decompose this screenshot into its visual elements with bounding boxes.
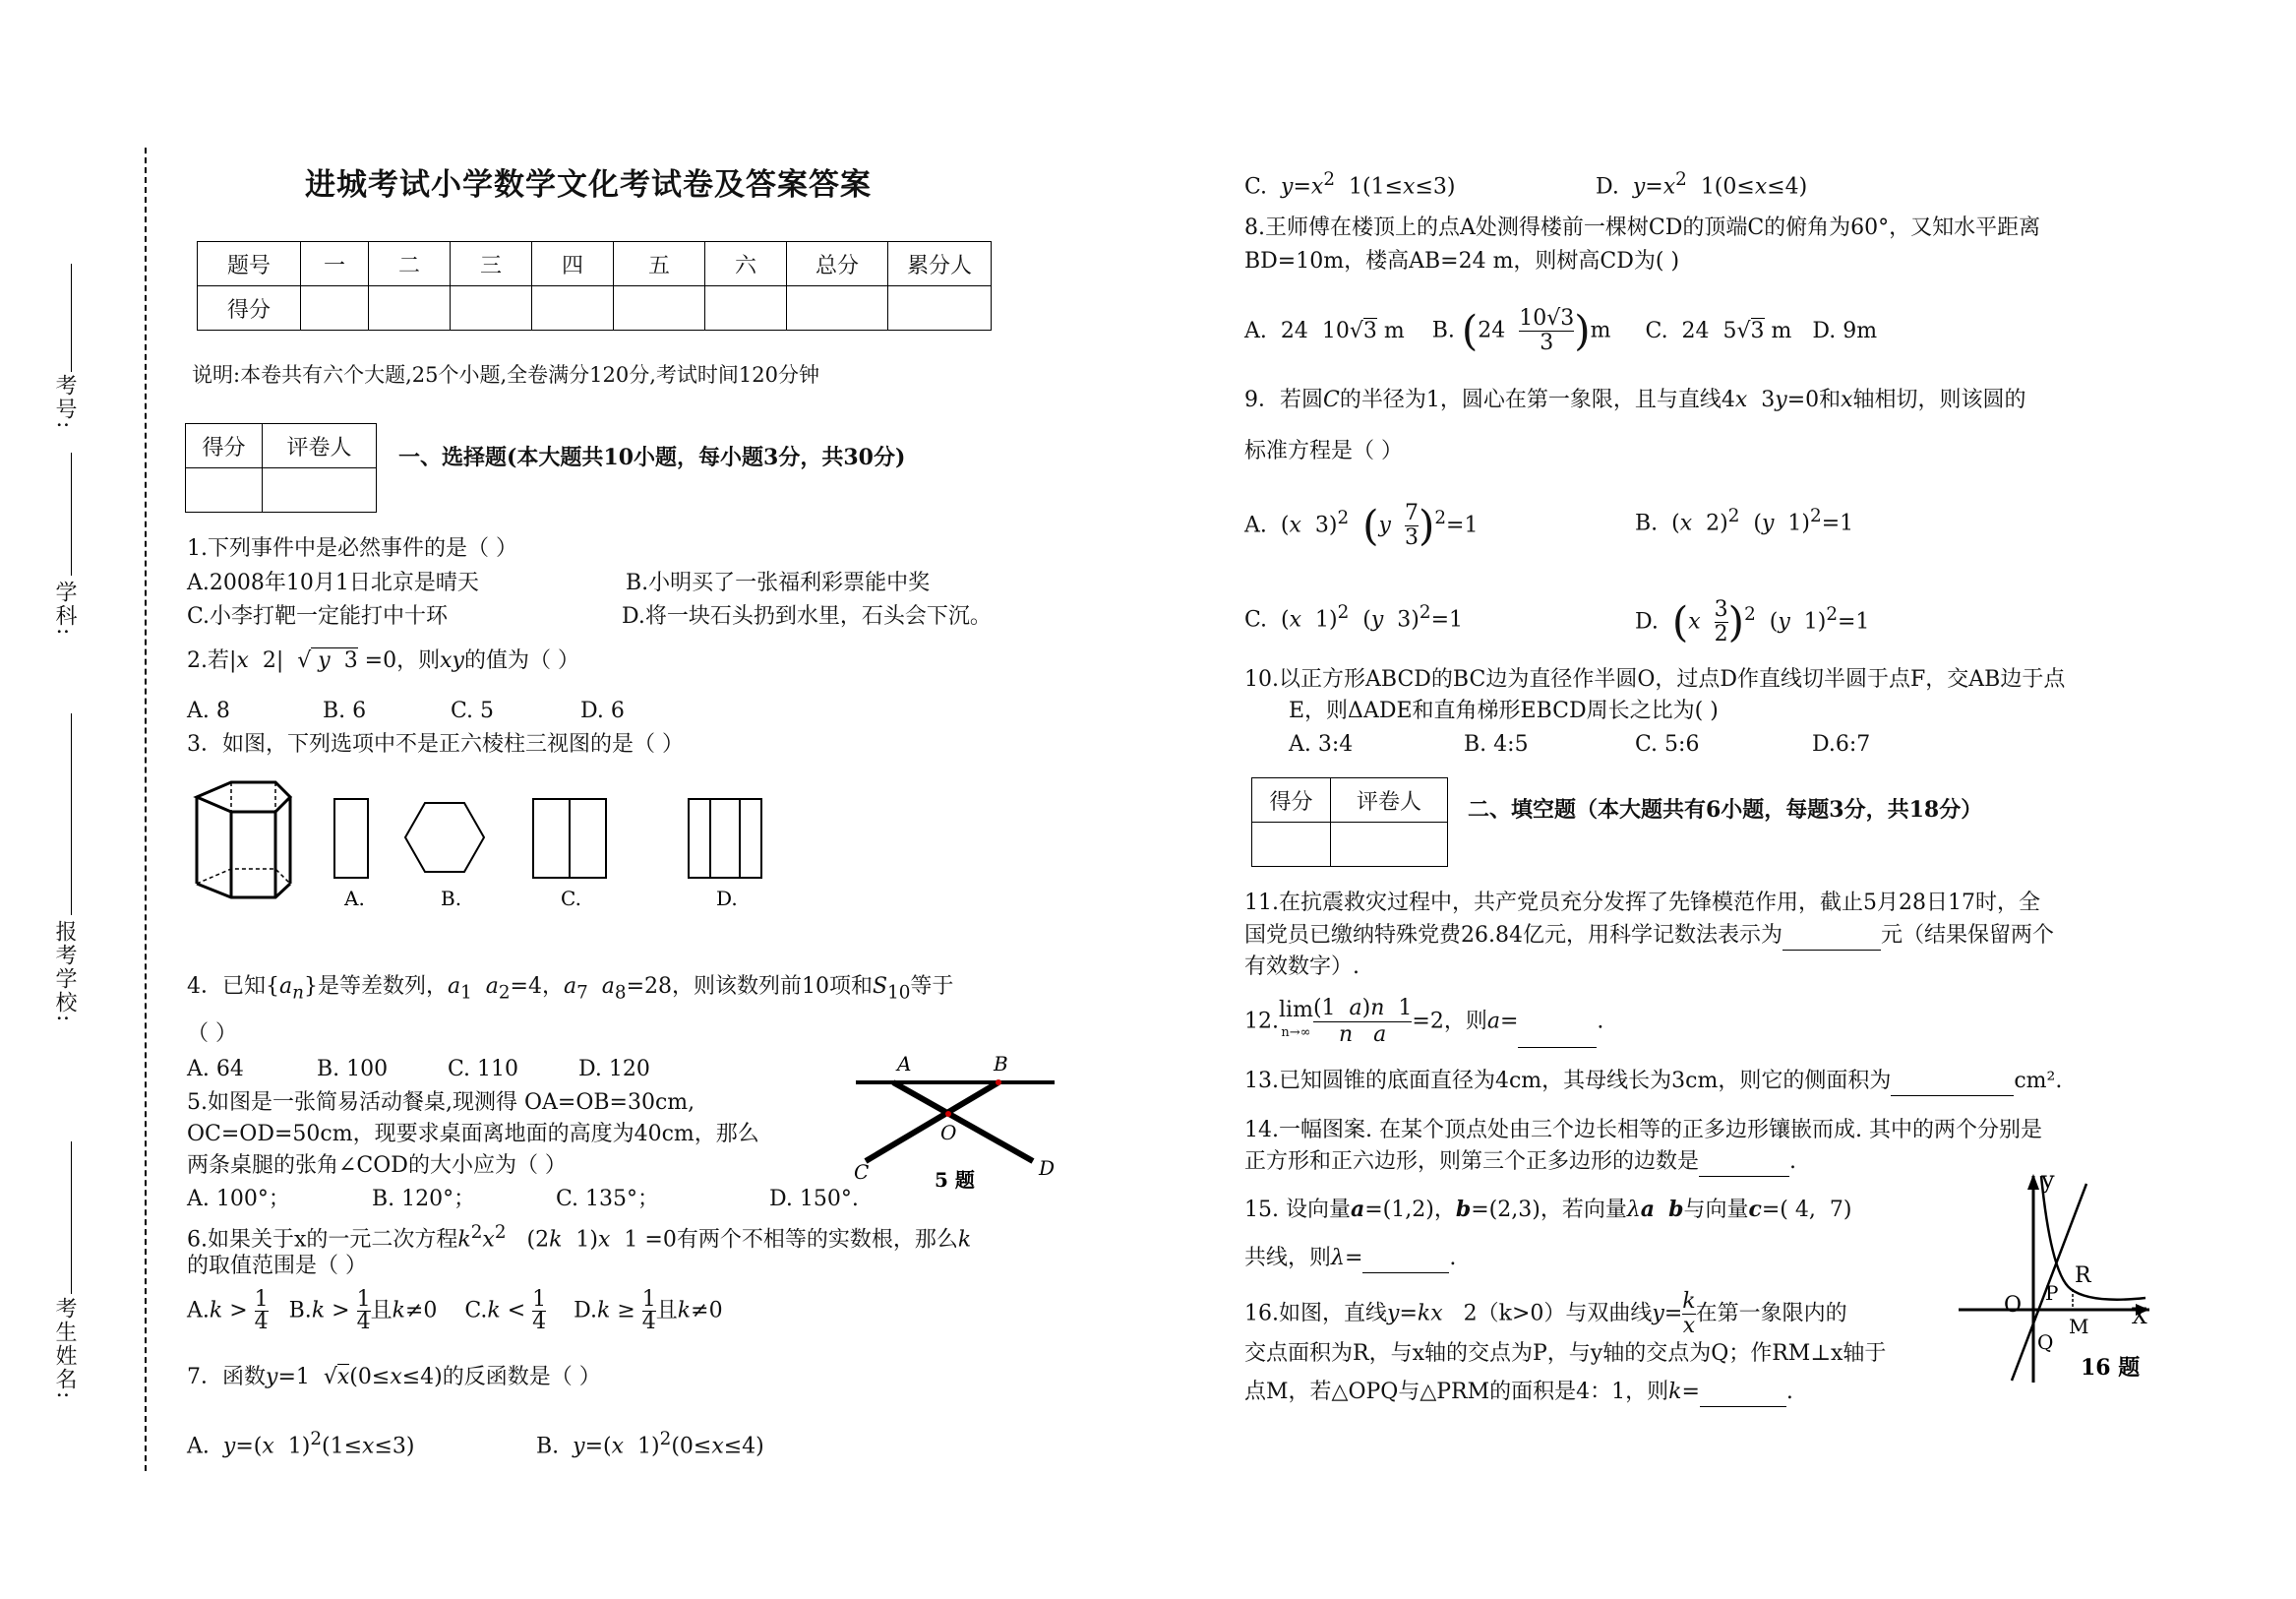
- q4-paren: （ ）: [187, 1021, 237, 1046]
- exam-number-label: 考号:: [52, 374, 77, 431]
- q14-line2: 正方形和正六边形，则第三个正多边形的边数是 .: [1244, 1147, 1796, 1177]
- grader-score-label: 得分: [1252, 778, 1331, 823]
- q2-var: xy: [440, 648, 464, 673]
- subject-line[interactable]: [71, 453, 72, 576]
- subject-label: 学科:: [52, 581, 77, 638]
- q9-line1: 9．若圆C的半径为1，圆心在第一象限，且与直线4x 3y=0和x轴相切，则该圆的: [1244, 388, 2026, 412]
- q11-line2: 国党员已缴纳特殊党费26.84亿元，用科学记数法表示为 元（结果保留两个: [1244, 921, 2054, 951]
- exam-number-line[interactable]: [71, 264, 72, 372]
- q5-line3: 两条桌腿的张角∠COD的大小应为（ ）: [187, 1153, 567, 1178]
- q5-label-c: C: [854, 1160, 870, 1184]
- view-c: [533, 799, 606, 878]
- q4-stem: 4．已知$\{a_n\}$是等差数列，$a_1$ $a_2=4$，$a_7$ $a_8=28$，则该数列前10项和$S_{10}$等于: [187, 974, 954, 1004]
- grader-score-label: 得分: [186, 424, 263, 468]
- q16-label-r: R: [2075, 1263, 2091, 1288]
- score-table: [197, 241, 992, 331]
- q15-line1: 15. 设向量a=(1,2)，b=(2,3)，若向量λa b与向量c=( 4, 7): [1244, 1197, 1852, 1222]
- q9-option-d[interactable]: D. (x $\frac{3}{2}$ )$^2$ (y 1)$^2$=1: [1635, 597, 1870, 646]
- view-a: [334, 799, 368, 878]
- q16-label-o: O: [2004, 1293, 2023, 1318]
- grader-cell[interactable]: [262, 468, 376, 513]
- grader-label: 评卷人: [1330, 778, 1447, 823]
- q2-mid: ，则: [396, 648, 441, 673]
- q15-answer-blank[interactable]: [1362, 1272, 1449, 1273]
- hexagonal-prism-drawing: [197, 782, 290, 897]
- school-label: 报考学校:: [52, 920, 77, 1024]
- score-table-header-row: [198, 242, 992, 286]
- grader-box-1: [185, 423, 377, 513]
- q5-label-a: A: [897, 1052, 912, 1076]
- q4-option-b[interactable]: B. 100: [317, 1057, 389, 1081]
- header-cell: 题号: [198, 242, 301, 286]
- q6-option-b[interactable]: B.k > $\frac{1}{4}$ 且k≠0: [288, 1287, 438, 1334]
- score-cell[interactable]: [614, 286, 705, 331]
- q2-option-b[interactable]: B. 6: [323, 699, 367, 723]
- q16-line3: 点M，若△OPQ与△PRM的面积是4：1，则k= .: [1244, 1378, 1793, 1407]
- score-cell[interactable]: [301, 286, 369, 331]
- grader-score-cell[interactable]: [186, 468, 263, 513]
- q5-option-b[interactable]: B. 120°；: [372, 1187, 476, 1211]
- grader-label: 评卷人: [262, 424, 376, 468]
- q2-pre: 2.若: [187, 648, 229, 673]
- header-cell: 二: [369, 242, 451, 286]
- view-d: [689, 799, 761, 878]
- q9-option-b[interactable]: B. (x 2)$^2$ (y 1)$^2$=1: [1635, 506, 1854, 536]
- q6-line1: 6.如果关于x的一元二次方程$k^2x^2$ (2k 1)x 1 =0有两个不相等的实数根，那么k: [187, 1222, 972, 1253]
- q5-line1: 5.如图是一张简易活动餐桌,现测得 OA=OB=30cm,: [187, 1090, 695, 1115]
- q8-option-a[interactable]: A. 24 10√3 m: [1244, 318, 1405, 343]
- q4-option-c[interactable]: C. 110: [448, 1057, 519, 1081]
- q8-line1: 8.王师傅在楼顶上的点A处测得楼前一棵树CD的顶端C的俯角为60°，又知水平距离: [1244, 215, 2041, 240]
- q3-stem: 3．如图，下列选项中不是正六棱柱三视图的是（ ）: [187, 732, 684, 757]
- page-title: 进城考试小学数学文化考试卷及答案答案: [305, 167, 872, 203]
- q6-option-c[interactable]: C.k < $\frac{1}{4}$: [464, 1287, 547, 1334]
- q8-line2: BD=10m，楼高AB=24 m，则树高CD为( ): [1244, 249, 1680, 274]
- q4-option-a[interactable]: A. 64: [187, 1057, 244, 1081]
- q3-label-c: C.: [561, 887, 581, 910]
- instructions: 说明:本卷共有六个大题,25个小题,全卷满分120分,考试时间120分钟: [192, 363, 819, 387]
- q13-stem: 13.已知圆锥的底面直径为4cm，其母线长为3cm，则它的侧面积为 cm².: [1244, 1067, 2062, 1096]
- score-cell[interactable]: [532, 286, 614, 331]
- q3-figure: [177, 777, 787, 915]
- header-cell: 四: [532, 242, 614, 286]
- header-cell: 累分人: [888, 242, 992, 286]
- q1-option-a[interactable]: A.2008年10月1日北京是晴天: [187, 571, 479, 595]
- q2-option-c[interactable]: C. 5: [451, 699, 495, 723]
- score-cell[interactable]: [705, 286, 787, 331]
- q16-label-q: Q: [2037, 1330, 2054, 1354]
- q9-option-a[interactable]: A. (x 3)$^2$ (y $\frac{7}{3}$ )$^2$=1: [1244, 501, 1479, 550]
- q3-label-d: D.: [716, 887, 738, 910]
- q11-line1: 11.在抗震救灾过程中，共产党员充分发挥了先锋模范作用，截止5月28日17时，全: [1244, 891, 2040, 915]
- q16-label-x: X: [2132, 1305, 2147, 1329]
- q3-label-b: B.: [441, 887, 462, 910]
- q11-line3: 有效数字）.: [1244, 954, 1359, 979]
- q1-option-c[interactable]: C.小李打靶一定能打中十环: [187, 604, 449, 629]
- q2-post: 的值为（ ）: [463, 648, 579, 673]
- grader-box-2: [1251, 777, 1448, 867]
- q13-answer-blank[interactable]: [1891, 1095, 2014, 1096]
- q8-options: [1244, 307, 1877, 355]
- q10-option-c[interactable]: C. 5:6: [1635, 732, 1700, 757]
- q8-option-b[interactable]: B. (24 $\frac{10√3}{3}$ )m: [1431, 306, 1611, 355]
- q6-options: [187, 1289, 723, 1333]
- q7-stem: 7．函数y=1 √x(0≤x≤4)的反函数是（ ）: [187, 1365, 601, 1389]
- q16-figure: [1953, 1166, 2159, 1387]
- score-cell[interactable]: [888, 286, 992, 331]
- section2-title: 二、填空题（本大题共有6小题，每题3分，共18分）: [1468, 797, 1983, 823]
- q5-option-c[interactable]: C. 135°；: [556, 1187, 660, 1211]
- q1-stem: 1.下列事件中是必然事件的是（ ）: [187, 536, 517, 561]
- q2-stem: 2.若|x 2| √ y 3 =0，则xy的值为（ ）: [187, 648, 579, 673]
- student-name-line[interactable]: [71, 1141, 72, 1294]
- q6-option-d[interactable]: D.k ≥ $\frac{1}{4}$ 且k≠0: [574, 1287, 723, 1334]
- section1-title: 一、选择题(本大题共10小题，每小题3分，共30分): [398, 445, 906, 470]
- q8-option-c[interactable]: C. 24 5√3 m: [1645, 318, 1792, 343]
- q10-option-a[interactable]: A. 3:4: [1289, 732, 1354, 757]
- q8-option-d[interactable]: D. 9m: [1812, 318, 1878, 343]
- q16-answer-blank[interactable]: [1700, 1406, 1786, 1407]
- q7-option-c[interactable]: C. $y=x^2$ 1(1≤x≤3): [1244, 169, 1456, 200]
- q4-option-d[interactable]: D. 120: [578, 1057, 650, 1081]
- q5-option-d[interactable]: D. 150°.: [769, 1187, 859, 1211]
- q3-label-a: A.: [344, 887, 365, 910]
- header-cell: 总分: [787, 242, 888, 286]
- q7-option-a[interactable]: A. y=(x 1)$^2$(1≤x≤3): [187, 1429, 415, 1459]
- q16-label-m: M: [2069, 1315, 2089, 1338]
- q14-line1: 14.一幅图案. 在某个顶点处由三个边长相等的正多边形镶嵌而成. 其中的两个分别是: [1244, 1118, 2042, 1142]
- dashed-fold-line: [145, 148, 147, 1471]
- q1-option-b[interactable]: B.小明买了一张福利彩票能中奖: [626, 571, 931, 595]
- q12-stem: 12.lim n→∞ $\frac{(1 a)n 1}{\text{n a}}$ =2，则a= .: [1244, 996, 1604, 1047]
- score-cell[interactable]: [787, 286, 888, 331]
- q16-label-p: P: [2045, 1281, 2059, 1305]
- q9-line2: 标准方程是（ ）: [1244, 439, 1403, 463]
- q6-option-a[interactable]: A.k > $\frac{1}{4}$: [187, 1287, 269, 1334]
- q5-line2: OC=OD=50cm，现要求桌面离地面的高度为40cm，那么: [187, 1122, 759, 1146]
- q12-answer-blank[interactable]: [1518, 1047, 1597, 1048]
- header-cell: 一: [301, 242, 369, 286]
- q10-option-d[interactable]: D.6:7: [1812, 732, 1871, 757]
- header-cell: 六: [705, 242, 787, 286]
- q7-option-d[interactable]: D. $y=x^2$ 1(0≤x≤4): [1596, 169, 1808, 200]
- q2-option-d[interactable]: D. 6: [580, 699, 625, 723]
- q16-fig-caption: 16 题: [2081, 1355, 2141, 1381]
- grader-cell[interactable]: [1330, 823, 1447, 867]
- q16-line1: 16.如图，直线y=kx 2（k>0）与双曲线y= $\frac{k}{x}$ 在第一象限内的: [1244, 1289, 1847, 1338]
- q16-label-y: y: [2041, 1166, 2055, 1194]
- q5-option-a[interactable]: A. 100°；: [187, 1187, 290, 1211]
- school-line[interactable]: [71, 713, 72, 915]
- q2-option-a[interactable]: A. 8: [187, 699, 230, 723]
- q7-option-b[interactable]: B. y=(x 1)$^2$(0≤x≤4): [536, 1429, 764, 1459]
- q10-line2: E，则ΔADE和直角梯形EBCD周长之比为( ): [1289, 699, 1719, 723]
- q11-answer-blank[interactable]: [1782, 950, 1881, 951]
- student-name-label: 考生姓名:: [52, 1297, 77, 1401]
- grader-score-cell[interactable]: [1252, 823, 1331, 867]
- header-cell: 五: [614, 242, 705, 286]
- q5-label-b: B: [994, 1052, 1008, 1076]
- score-cell[interactable]: [451, 286, 532, 331]
- q15-line2: 共线，则λ= .: [1244, 1244, 1456, 1273]
- q16-line2: 交点面积为R，与x轴的交点为P，与y轴的交点为Q；作RM⊥x轴于: [1244, 1341, 1887, 1366]
- q10-line1: 10.以正方形ABCD的BC边为直径作半圆O，过点D作直线切半圆于点F，交AB边于点: [1244, 667, 2066, 692]
- q10-option-b[interactable]: B. 4:5: [1464, 732, 1529, 757]
- score-cell[interactable]: [369, 286, 451, 331]
- q5-label-d: D: [1039, 1156, 1056, 1180]
- score-table-score-row: [198, 286, 992, 331]
- q1-option-d[interactable]: D.将一块石头扔到水里，石头会下沉。: [622, 604, 992, 629]
- q5-label-o: O: [940, 1121, 957, 1144]
- q9-option-c[interactable]: C. (x 1)$^2$ (y 3)$^2$=1: [1244, 602, 1463, 633]
- row-label: 得分: [198, 286, 301, 331]
- q5-fig-caption: 5 题: [935, 1168, 975, 1192]
- q6-line2: 的取值范围是（ ）: [187, 1254, 367, 1278]
- header-cell: 三: [451, 242, 532, 286]
- view-b: [405, 803, 484, 872]
- q5-figure-table: [846, 1051, 1072, 1199]
- q14-answer-blank[interactable]: [1699, 1176, 1789, 1177]
